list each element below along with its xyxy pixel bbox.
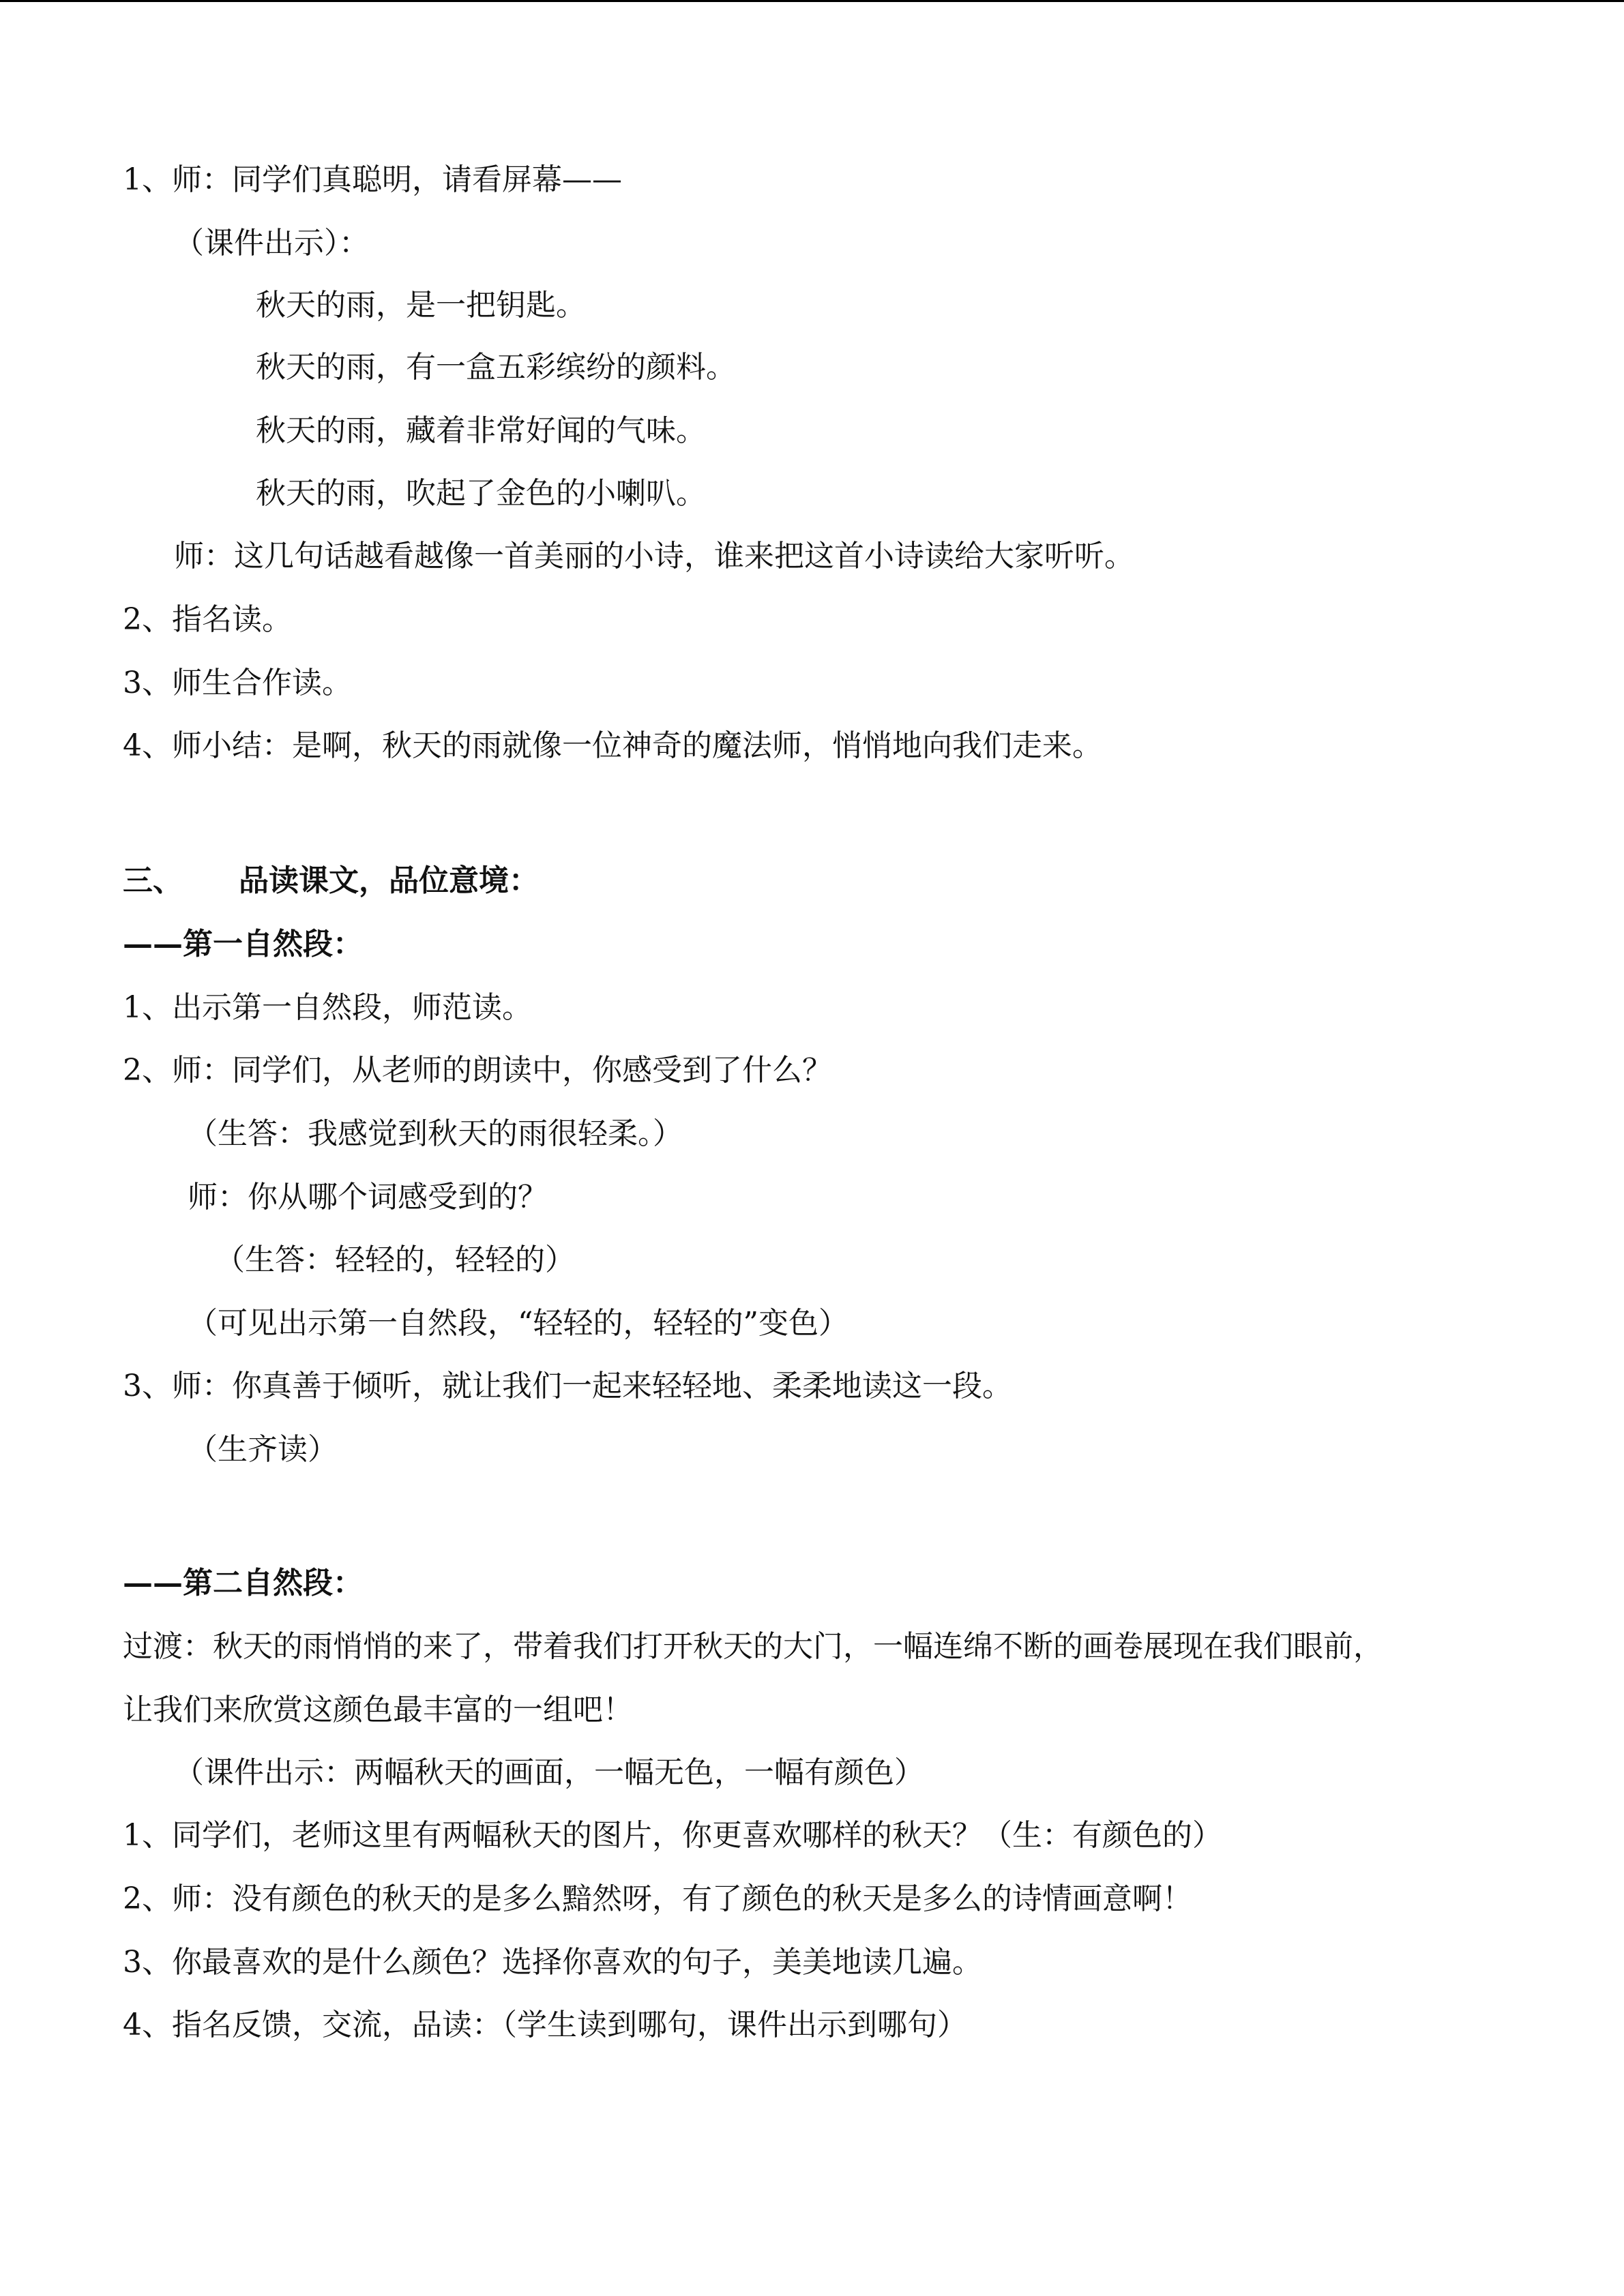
subsection-heading: ——第二自然段： <box>123 1566 363 1600</box>
text-line: 3、师：你真善于倾听，就让我们一起来轻轻地、柔柔地读这一段。 <box>123 1369 1012 1403</box>
text-line: 1、师：同学们真聪明，请看屏幕—— <box>123 162 622 197</box>
text-line: 2、师：同学们，从老师的朗读中，你感受到了什么？ <box>123 1053 832 1088</box>
section-title: 品读课文，品位意境： <box>239 863 539 898</box>
text-line: （课件出示：两幅秋天的画面，一幅无色，一幅有颜色） <box>174 1755 924 1790</box>
text-line: 1、同学们，老师这里有两幅秋天的图片，你更喜欢哪样的秋天？（生：有颜色的） <box>123 1818 1222 1853</box>
poem-line: 秋天的雨，吹起了金色的小喇叭。 <box>256 476 706 511</box>
section-heading <box>123 861 539 901</box>
text-line: （课件出示）： <box>174 226 369 260</box>
poem-line: 秋天的雨，藏着非常好闻的气味。 <box>256 413 706 448</box>
text-line: 师：这几句话越看越像一首美丽的小诗，谁来把这首小诗读给大家听听。 <box>174 539 1134 573</box>
text-line: （生齐读） <box>188 1432 338 1467</box>
poem-line: 秋天的雨，是一把钥匙。 <box>256 288 586 323</box>
text-line: 师：你从哪个词感受到的？ <box>188 1180 548 1214</box>
text-line: 3、师生合作读。 <box>123 666 352 700</box>
section-number: 三、 <box>123 863 183 898</box>
text-line: 3、你最喜欢的是什么颜色？选择你喜欢的句子，美美地读几遍。 <box>123 1945 982 1980</box>
text-line: 过渡：秋天的雨悄悄的来了，带着我们打开秋天的大门，一幅连绵不断的画卷展现在我们眼前， <box>123 1629 1383 1664</box>
text-line: （生答：我感觉到秋天的雨很轻柔。） <box>188 1116 683 1151</box>
text-line: 让我们来欣赏这颜色最丰富的一组吧！ <box>123 1693 633 1727</box>
poem-line: 秋天的雨，有一盒五彩缤纷的颜料。 <box>256 350 736 385</box>
text-line: （生答：轻轻的，轻轻的） <box>215 1242 575 1277</box>
text-line: （可见出示第一自然段，“轻轻的，轻轻的”变色） <box>188 1306 848 1341</box>
text-line: 4、指名反馈，交流，品读：（学生读到哪句，课件出示到哪句） <box>123 2008 967 2042</box>
text-line: 2、师：没有颜色的秋天的是多么黯然呀，有了颜色的秋天是多么的诗情画意啊！ <box>123 1881 1192 1916</box>
text-line: 2、指名读。 <box>123 602 292 637</box>
text-line: 4、师小结：是啊，秋天的雨就像一位神奇的魔法师，悄悄地向我们走来。 <box>123 728 1102 763</box>
text-line: 1、出示第一自然段，师范读。 <box>123 990 532 1025</box>
subsection-heading: ——第一自然段： <box>123 927 363 961</box>
